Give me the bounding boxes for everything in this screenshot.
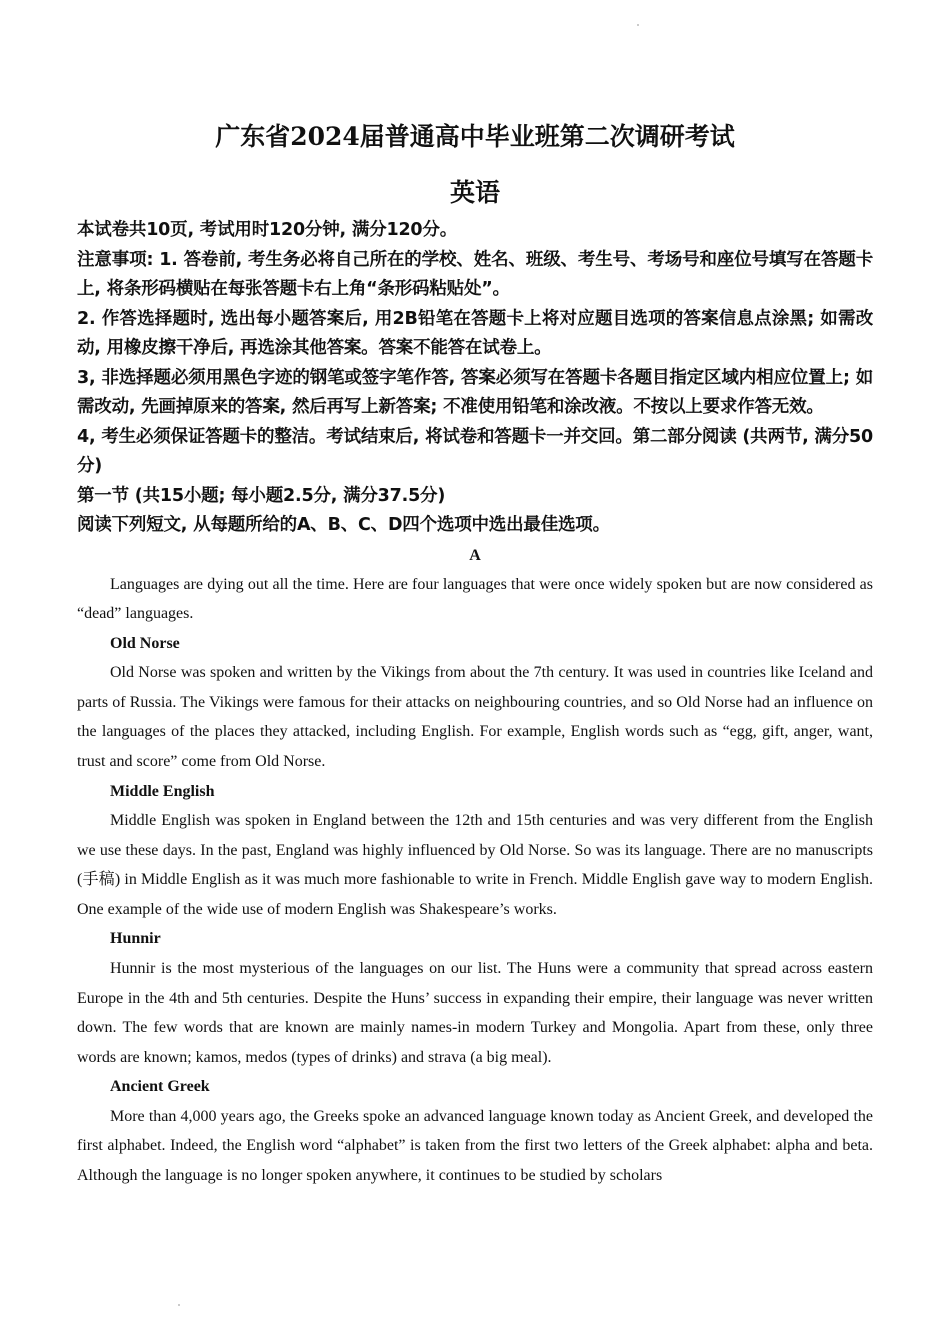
scan-speck-bottom — [178, 1304, 180, 1306]
exam-page — [77, 118, 873, 1191]
section-paragraph: Middle English was spoken in England between the 12th and 15th centuries and was very different from the English we use these days. In the past, England was highly influenced by Old Norse. So was its language. There are no manuscripts (手稿) in Middle English as it was much more fashionable to write in French. Middle English gave way to modern English. One example of the wide use of modern English was Shakespeare’s works. — [77, 812, 873, 918]
notice-line: 3, 非选择题必须用黑色字迹的钢笔或签字笔作答, 答案必须写在答题卡各题目指定区域内相应位置上; 如需改动, 先画掉原来的答案, 然后再写上新答案; 不准使用铅笔和涂改液。不按以上要求作答无效。 — [77, 367, 873, 417]
passage-label: A — [469, 546, 481, 564]
reading-passage — [77, 541, 873, 1191]
section-heading: Middle English — [110, 782, 215, 800]
section-heading: Hunnir — [110, 930, 161, 948]
notice-line: 阅读下列短文, 从每题所给的A、B、C、D四个选项中选出最佳选项。 — [77, 515, 610, 535]
notice-line: 本试卷共10页, 考试用时120分钟, 满分120分。 — [77, 220, 457, 240]
scan-speck-top — [637, 24, 639, 26]
notice-line: 注意事项: 1. 答卷前, 考生务必将自己所在的学校、姓名、班级、考生号、考场号和座位号填写在答题卡上, 将条形码横贴在每张答题卡右上角“条形码粘贴处”。 — [77, 249, 873, 299]
exam-title: 广东省2024届普通高中毕业班第二次调研考试 — [215, 122, 735, 151]
notice-line: 第一节 (共15小题; 每小题2.5分, 满分37.5分) — [77, 485, 446, 506]
section-paragraph: More than 4,000 years ago, the Greeks spoke an advanced language known today as Ancient Greek, and developed the first alphabet. Indeed, the English word “alphabet” is taken from the first two letters of the Greek alphabet: alpha and beta. Although the language is no longer spoken anywhere, it continues to be studied by scholars — [77, 1107, 873, 1184]
section-paragraph: Old Norse was spoken and written by the Vikings from about the 7th century. It was used in countries like Iceland and parts of Russia. The Vikings were famous for their attacks on neighbouring countries, and so Old Norse had an influence on the languages of the places they attacked, including English. For example, English words such as “egg, gift, anger, want, trust and score” come from Old Norse. — [77, 664, 873, 770]
notice-line: 2. 作答选择题时, 选出每小题答案后, 用2B铅笔在答题卡上将对应题目选项的答案信息点涂黑; 如需改动, 用橡皮擦干净后, 再选涂其他答案。答案不能答在试卷上。 — [77, 308, 873, 358]
exam-instructions — [77, 216, 873, 541]
section-heading: Old Norse — [110, 634, 180, 652]
subject-title: 英语 — [449, 178, 500, 207]
section-heading: Ancient Greek — [110, 1078, 210, 1096]
passage-intro: Languages are dying out all the time. Here are four languages that were once widely spoken but are now considered as “dead” languages. — [77, 575, 873, 623]
notice-line: 4, 考生必须保证答题卡的整洁。考试结束后, 将试卷和答题卡一并交回。第二部分阅读 (共两节, 满分50分) — [77, 426, 873, 476]
section-paragraph: Hunnir is the most mysterious of the languages on our list. The Huns were a community that spread across eastern Europe in the 4th and 5th centuries. Despite the Huns’ success in expanding their empire, their language was never written down. The few words that are known are mainly names-in modern Turkey and Mongolia. Apart from these, only three words are known; kamos, medos (types of drinks) and strava (a big meal). — [77, 959, 873, 1066]
